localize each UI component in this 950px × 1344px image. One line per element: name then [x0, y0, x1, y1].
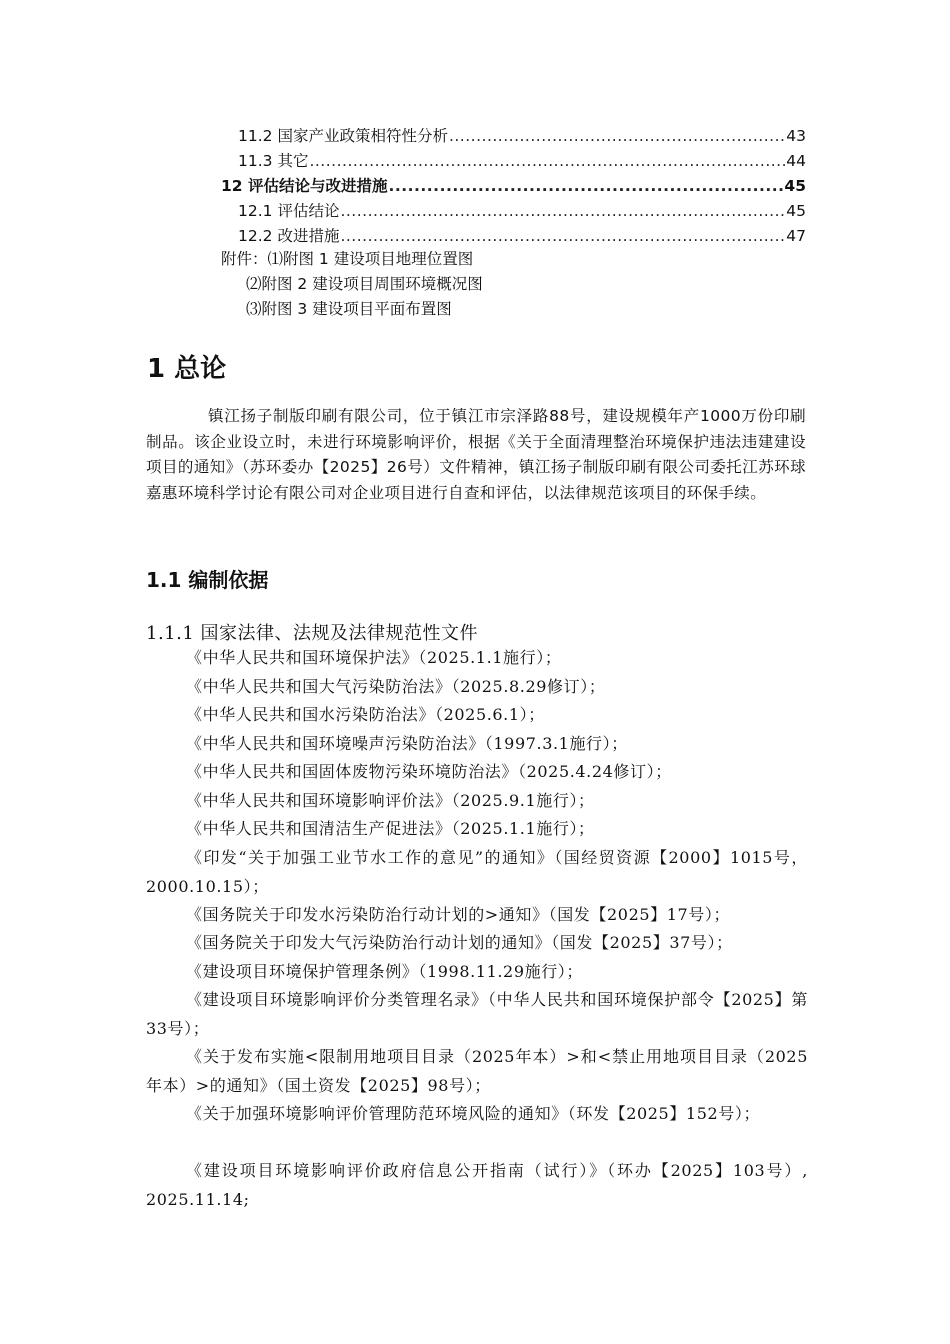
- toc-entry[interactable]: [238, 125, 806, 147]
- toc-attachment: ⑵附图 2 建设项目周围环境概况图: [246, 275, 483, 293]
- toc-leader-dots: [388, 175, 783, 197]
- law-item: 《建设项目环境影响评价分类管理名录》（中华人民共和国环境保护部令【2025】第33号）；: [146, 990, 808, 1038]
- toc-page-number: 44: [786, 152, 806, 170]
- intro-paragraph: 镇江扬子制版印刷有限公司，位于镇江市宗泽路88号，建设规模年产1000万份印刷制品。该企业设立时，未进行环境影响评价，根据《关于全面清理整治环境保护违法违建建设项目的通知》（苏环委办【2025】26号）文件精神，镇江扬子制版印刷有限公司委托江苏环球嘉惠环境科学讨论有限公司对企业项目进行自查和评估，以法律规范该项目的环保手续。: [146, 407, 806, 502]
- law-item: 《建设项目环境影响评价政府信息公开指南（试行）》（环办【2025】103号）, 2025.11.14;: [146, 1161, 808, 1209]
- law-item: 《中华人民共和国水污染防治法》（2025.6.1）；: [186, 705, 545, 724]
- toc-attachment: 附件：⑴附图 1 建设项目地理位置图: [221, 250, 474, 268]
- law-item: 《中华人民共和国清洁生产促进法》（2025.1.1施行）；: [186, 819, 595, 838]
- toc-entry[interactable]: [221, 175, 806, 197]
- law-item: 《关于发布实施<限制用地项目目录（2025年本）>和<禁止用地项目目录（2025年本）>的通知》（国土资发【2025】98号）；: [146, 1047, 808, 1095]
- toc-leader-dots: [340, 225, 785, 247]
- law-item: 《关于加强环境影响评价管理防范环境风险的通知》（环发【2025】152号）；: [186, 1104, 761, 1123]
- toc-entry[interactable]: [238, 225, 806, 247]
- toc-entry-label: 11.2 国家产业政策相符性分析: [238, 127, 448, 145]
- toc-leader-dots: [309, 150, 785, 172]
- section-heading: 1 总论: [147, 354, 227, 384]
- toc-entry[interactable]: [238, 150, 806, 172]
- law-item: 《中华人民共和国环境噪声污染防治法》（1997.3.1施行）；: [186, 734, 628, 753]
- law-item: 《中华人民共和国环境保护法》（2025.1.1施行）；: [186, 648, 562, 667]
- toc-page-number: 45: [784, 177, 806, 195]
- sub-subsection-heading: 1.1.1 国家法律、法规及法律规范性文件: [146, 623, 479, 644]
- toc-page-number: 47: [786, 227, 806, 245]
- toc-page-number: 43: [786, 127, 806, 145]
- law-item: 《中华人民共和国大气污染防治法》（2025.8.29修订）；: [186, 677, 606, 696]
- toc-page-number: 45: [786, 202, 806, 220]
- toc-entry-label: 12.1 评估结论: [238, 202, 340, 220]
- law-item: 《印发“关于加强工业节水工作的意见”的通知》（国经贸资源【2000】1015号，2000.10.15）；: [146, 848, 808, 896]
- law-item: 《国务院关于印发大气污染防治行动计划的通知》（国发【2025】37号）；: [186, 933, 733, 952]
- toc-entry-label: 12 评估结论与改进措施: [221, 177, 388, 195]
- law-item: 《中华人民共和国环境影响评价法》（2025.9.1施行）；: [186, 791, 595, 810]
- toc-attachment: ⑶附图 3 建设项目平面布置图: [246, 300, 452, 318]
- toc-entry-label: 12.2 改进措施: [238, 227, 340, 245]
- law-item: 《中华人民共和国固体废物污染环境防治法》（2025.4.24修订）；: [186, 762, 672, 781]
- subsection-heading: 1.1 编制依据: [146, 568, 269, 592]
- law-item: 《国务院关于印发水污染防治行动计划的>通知》（国发【2025】17号）；: [186, 905, 731, 924]
- toc-leader-dots: [340, 200, 785, 222]
- toc-leader-dots: [449, 125, 785, 147]
- toc-entry[interactable]: [238, 200, 806, 222]
- law-item: 《建设项目环境保护管理条例》（1998.11.29施行）；: [186, 962, 584, 981]
- toc-entry-label: 11.3 其它: [238, 152, 309, 170]
